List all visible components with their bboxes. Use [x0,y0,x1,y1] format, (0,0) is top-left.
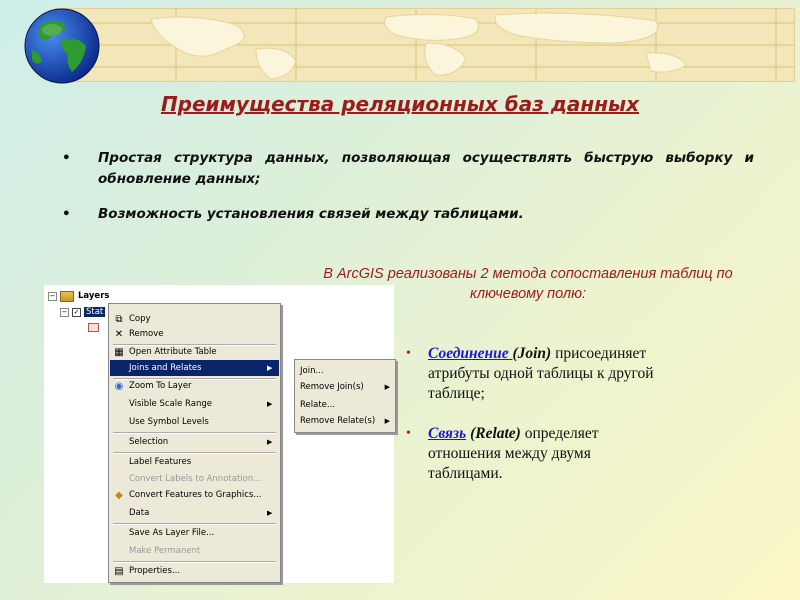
submenu-remove-joins[interactable] [296,379,394,395]
properties-icon: ▤ [114,565,124,577]
bullet-item [62,204,754,225]
toc-root[interactable] [48,290,109,302]
slide-title: Преимущества реляционных баз данных [160,92,640,116]
submenu-item-label: Remove Relate(s) [300,416,376,426]
menu-convert-labels [110,471,279,487]
zoom-globe-icon: ◉ [114,380,124,392]
menu-zoom-to-layer[interactable] [110,378,279,394]
layer-context-menu [108,303,281,583]
toc-root-label: Layers [78,291,110,301]
menu-item-label: Make Permanent [129,546,201,556]
menu-item-label: Selection [129,437,169,447]
methods-list [406,344,666,504]
submenu-remove-relates[interactable] [296,413,394,429]
submenu-relate[interactable] [296,397,394,413]
menu-remove[interactable] [110,326,279,342]
menu-data[interactable] [110,505,279,521]
menu-item-label: Copy [129,314,151,324]
menu-open-attribute-table[interactable] [110,344,279,360]
layer-file-icon [112,526,126,540]
collapse-icon[interactable]: − [49,291,56,300]
menu-item-label: Zoom To Layer [129,381,192,391]
selected-layer-name[interactable]: Stat [86,307,104,317]
submenu-item-label: Remove Join(s) [300,382,364,392]
relate-term: (Relate) [466,425,521,442]
blank-icon [112,455,126,469]
submenu-arrow-icon: ▶ [267,400,273,408]
menu-selection[interactable] [110,434,279,450]
joins-relates-submenu [294,359,396,433]
menu-joins-and-relates[interactable] [110,360,279,376]
method-join [406,344,666,404]
menu-use-symbol-levels[interactable] [110,414,279,430]
globe-icon [22,6,102,86]
join-link[interactable]: Соединение [428,345,513,362]
menu-visible-scale-range[interactable] [110,396,279,412]
blank-icon [112,435,126,449]
submenu-join[interactable] [296,363,394,379]
menu-item-label: Properties... [129,566,181,576]
submenu-arrow-icon: ▶ [267,438,273,446]
toc-layer[interactable] [60,306,105,318]
bullet-dot: • [62,206,71,222]
bullet-text: Простая структура данных, позволяющая осуществлять быструю выборку и обновление данных; [98,150,754,187]
menu-item-label: Joins and Relates [129,363,202,373]
blank-icon [112,472,126,486]
menu-properties[interactable] [110,563,279,579]
remove-icon: ✕ [114,328,124,340]
menu-item-label: Convert Labels to Annotation... [129,474,262,484]
submenu-arrow-icon: ▶ [267,509,273,517]
bullet-item [62,148,754,190]
bullet-dot: • [62,150,71,166]
submenu-arrow-icon: ▶ [267,364,273,372]
method-relate [406,424,666,484]
table-icon: ▦ [114,346,124,358]
relate-description: определяет отношения между двумя таблицами. [428,425,599,482]
relate-link[interactable]: Связь [428,425,467,442]
arcgis-methods-note: В ArcGIS реализованы 2 метода сопоставления таблиц по ключевому полю: [323,266,733,302]
bullet-dot: • [406,346,411,361]
layer-symbol [88,321,99,333]
join-description: присоединяет атрибуты одной таблицы к другой таблице; [428,345,654,402]
blank-icon [112,544,126,558]
menu-item-label: Data [129,508,150,518]
menu-item-label: Convert Features to Graphics... [129,490,262,500]
menu-item-label: Use Symbol Levels [129,417,209,427]
menu-item-label: Visible Scale Range [129,399,212,409]
menu-item-label: Open Attribute Table [129,347,217,357]
copy-icon: ⧉ [115,313,123,325]
menu-copy[interactable] [110,311,279,327]
collapse-icon[interactable]: − [61,307,68,316]
submenu-arrow-icon: ▶ [384,383,390,391]
blank-icon [112,361,126,375]
blank-icon [112,506,126,520]
layer-visibility-checkbox[interactable]: ✓ [73,307,80,316]
submenu-item-label: Join... [300,366,324,376]
bullet-text: Возможность установления связей между таблицами. [98,206,524,222]
convert-icon: ◆ [115,489,123,501]
menu-label-features[interactable] [110,454,279,470]
menu-item-label: Save As Layer File... [129,528,215,538]
bullet-list [62,148,754,239]
blank-icon [112,415,126,429]
submenu-item-label: Relate... [300,400,335,410]
blank-icon [112,397,126,411]
menu-item-label: Label Features [129,457,192,467]
menu-item-label: Remove [129,329,164,339]
menu-save-as-layer-file[interactable] [110,525,279,541]
symbol-swatch [88,323,99,332]
menu-convert-features[interactable] [110,487,279,503]
layers-icon [60,291,74,302]
submenu-arrow-icon: ▶ [384,417,390,425]
arcgis-screenshot [44,285,394,583]
world-map-banner [55,8,795,82]
menu-make-permanent [110,543,279,559]
bullet-dot: • [406,426,411,441]
join-term: (Join) [512,345,552,362]
